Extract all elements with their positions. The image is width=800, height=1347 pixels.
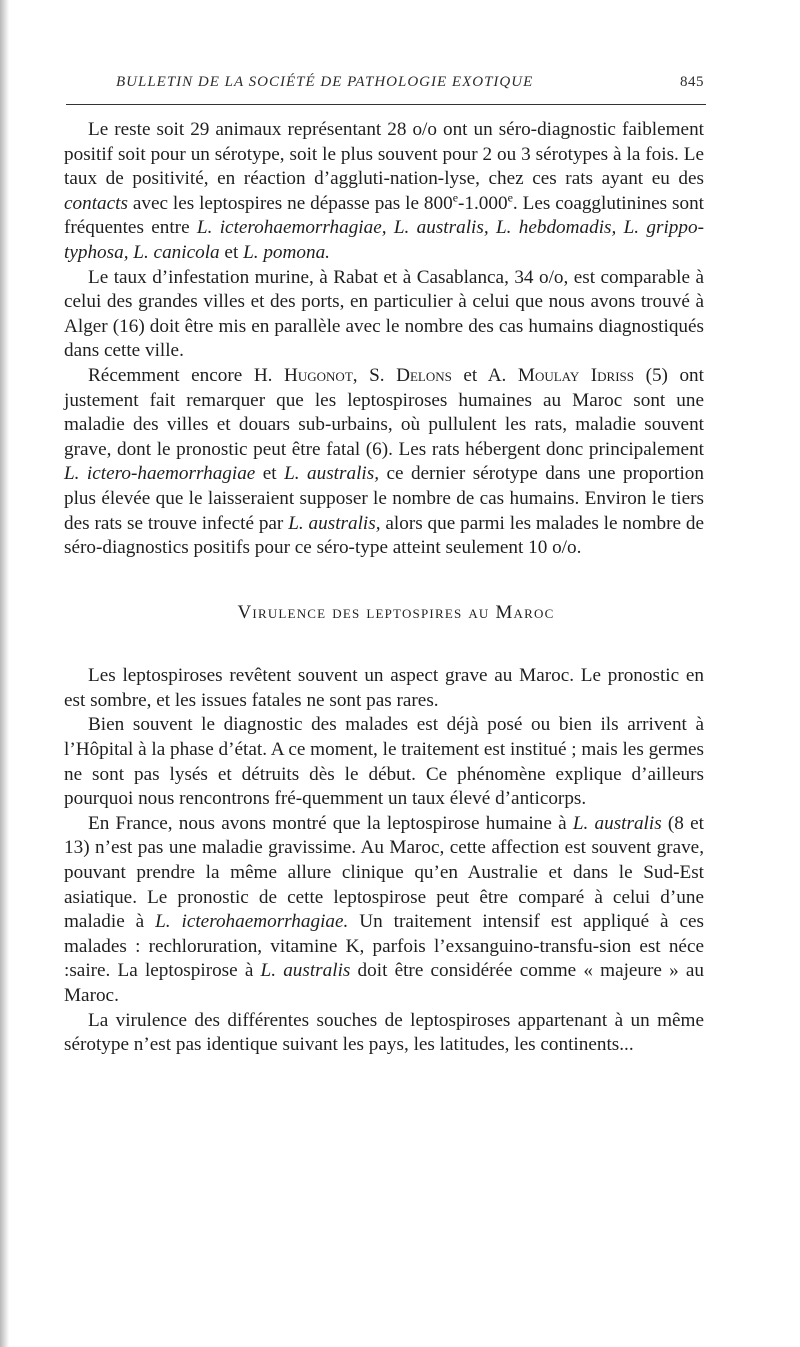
text-run: Récemment encore H. <box>88 364 285 386</box>
paragraph-group-intro <box>64 118 704 561</box>
author-name: Moulay Idriss <box>517 364 635 386</box>
text-run: Le reste soit 29 animaux représentant 28 o/o ont un séro-diagnostic faiblement positif soit pour un sérotype, soit le plus souvent pour 2 ou 3 sérotypes à la fois. Le taux de positivité, en réaction d’aggluti-nation-lyse, chez ces rats ayant eu des <box>64 119 704 190</box>
italic-text: L. australis <box>260 960 351 982</box>
text-run: , S. <box>352 364 397 386</box>
text-run: En France, nous avons montré que la leptospirose humaine à <box>88 812 573 834</box>
text-run: et <box>219 241 244 263</box>
text-run: alors que parmi les malades le nombre de séro-diagnostics positifs pour ce séro-type atteint seulement 10 o/o. <box>64 512 704 559</box>
text-run: Bien souvent le diagnostic des malades est déjà posé ou bien ils arrivent à l’Hôpital à la phase d’état. A ce moment, le traitement est institué ; mais les germes ne sont pas lysés et détruits dès le début. Ce phénomène explique d’ailleurs pourquoi nous rencontrons fré-quemment un taux élevé d’anticorps. <box>64 714 704 810</box>
section-title: Virulence des leptospires au Maroc <box>237 601 555 623</box>
paragraph <box>64 713 704 811</box>
article-body <box>64 118 704 1058</box>
text-run: Les leptospiroses revêtent souvent un aspect grave au Maroc. Le pronostic en est sombre, et les issues fatales ne sont pas rares. <box>64 665 704 711</box>
page-number: 845 <box>680 74 704 90</box>
text-run: (8 et 13) n’est pas une maladie gravissime. Au Maroc, cette affection est souvent grave, pouvant prendre la même allure clinique qu’en Australie et dans le Sud-Est asiatique. Le pronostic de cette leptospirose peut être comparé à celui d’une maladie à <box>64 812 704 933</box>
text-run: Un traitement intensif est appliqué à ces malades : rechloruration, vitamine K, parfois l’exsanguino-transfu-sion est néce :saire. La leptospirose à <box>64 911 704 982</box>
text-run: et A. <box>451 364 518 386</box>
italic-text: L. australis, <box>284 463 379 485</box>
header-rule <box>66 104 706 105</box>
paragraph <box>64 812 704 1009</box>
paragraph <box>64 266 704 364</box>
text-run: Le taux d’infestation murine, à Rabat et à Casablanca, 34 o/o, est comparable à celui des grandes villes et des ports, en particulier à celui que nous avons trouvé à Alger (16) doit être mis en parallèle avec le nombre des cas humains diagnostiqués dans cette ville. <box>64 266 704 362</box>
paragraph <box>64 1009 704 1058</box>
superscript: e <box>507 190 513 205</box>
page-edge-shadow <box>0 0 9 1347</box>
italic-text: L. ictero-haemorrhagiae <box>64 463 256 485</box>
text-run: doit être considérée comme « majeure » au Maroc. <box>64 960 704 1006</box>
paragraph <box>64 364 704 561</box>
paragraph-group-virulence <box>64 664 704 1058</box>
italic-text: L. icterohaemorrhagiae. <box>155 911 349 933</box>
italic-text: L. icterohaemorrhagiae, L. australis, L. hebdomadis, L. grippo-typhosa, L. canicola <box>64 217 704 263</box>
paragraph <box>64 664 704 713</box>
superscript: e <box>452 190 459 205</box>
author-name: Delons <box>396 364 452 386</box>
italic-text: L. australis, <box>288 512 381 534</box>
text-run: avec les leptospires ne dépasse pas le 800 <box>127 192 453 214</box>
text-run: -1.000 <box>458 192 508 214</box>
text-run: La virulence des différentes souches de leptospiroses appartenant à un même sérotype n’est pas identique suivant les pays, les latitudes, les continents... <box>64 1009 704 1056</box>
italic-text: contacts <box>64 192 128 214</box>
author-name: Hugonot <box>284 364 353 386</box>
text-run: . Les coagglutinines sont fréquentes entre <box>64 192 704 239</box>
journal-title: BULLETIN DE LA SOCIÉTÉ DE PATHOLOGIE EXOTIQUE <box>116 74 534 90</box>
text-run: (5) ont justement fait remarquer que les leptospiroses humaines au Maroc sont une maladie des villes et douars sub-urbains, où pullulent les rats, maladie souvent grave, dont le pronostic peut être fatal (6). Les rats hébergent donc principalement <box>64 364 704 460</box>
italic-text: L. pomona. <box>243 241 330 263</box>
paragraph <box>64 118 704 266</box>
text-run: ce dernier sérotype dans une proportion plus élevée que le laisseraient supposer le nombre de cas humains. Environ le tiers des rats se trouve infecté par <box>64 463 704 534</box>
italic-text: L. australis <box>572 812 662 834</box>
text-run: et <box>255 463 285 485</box>
